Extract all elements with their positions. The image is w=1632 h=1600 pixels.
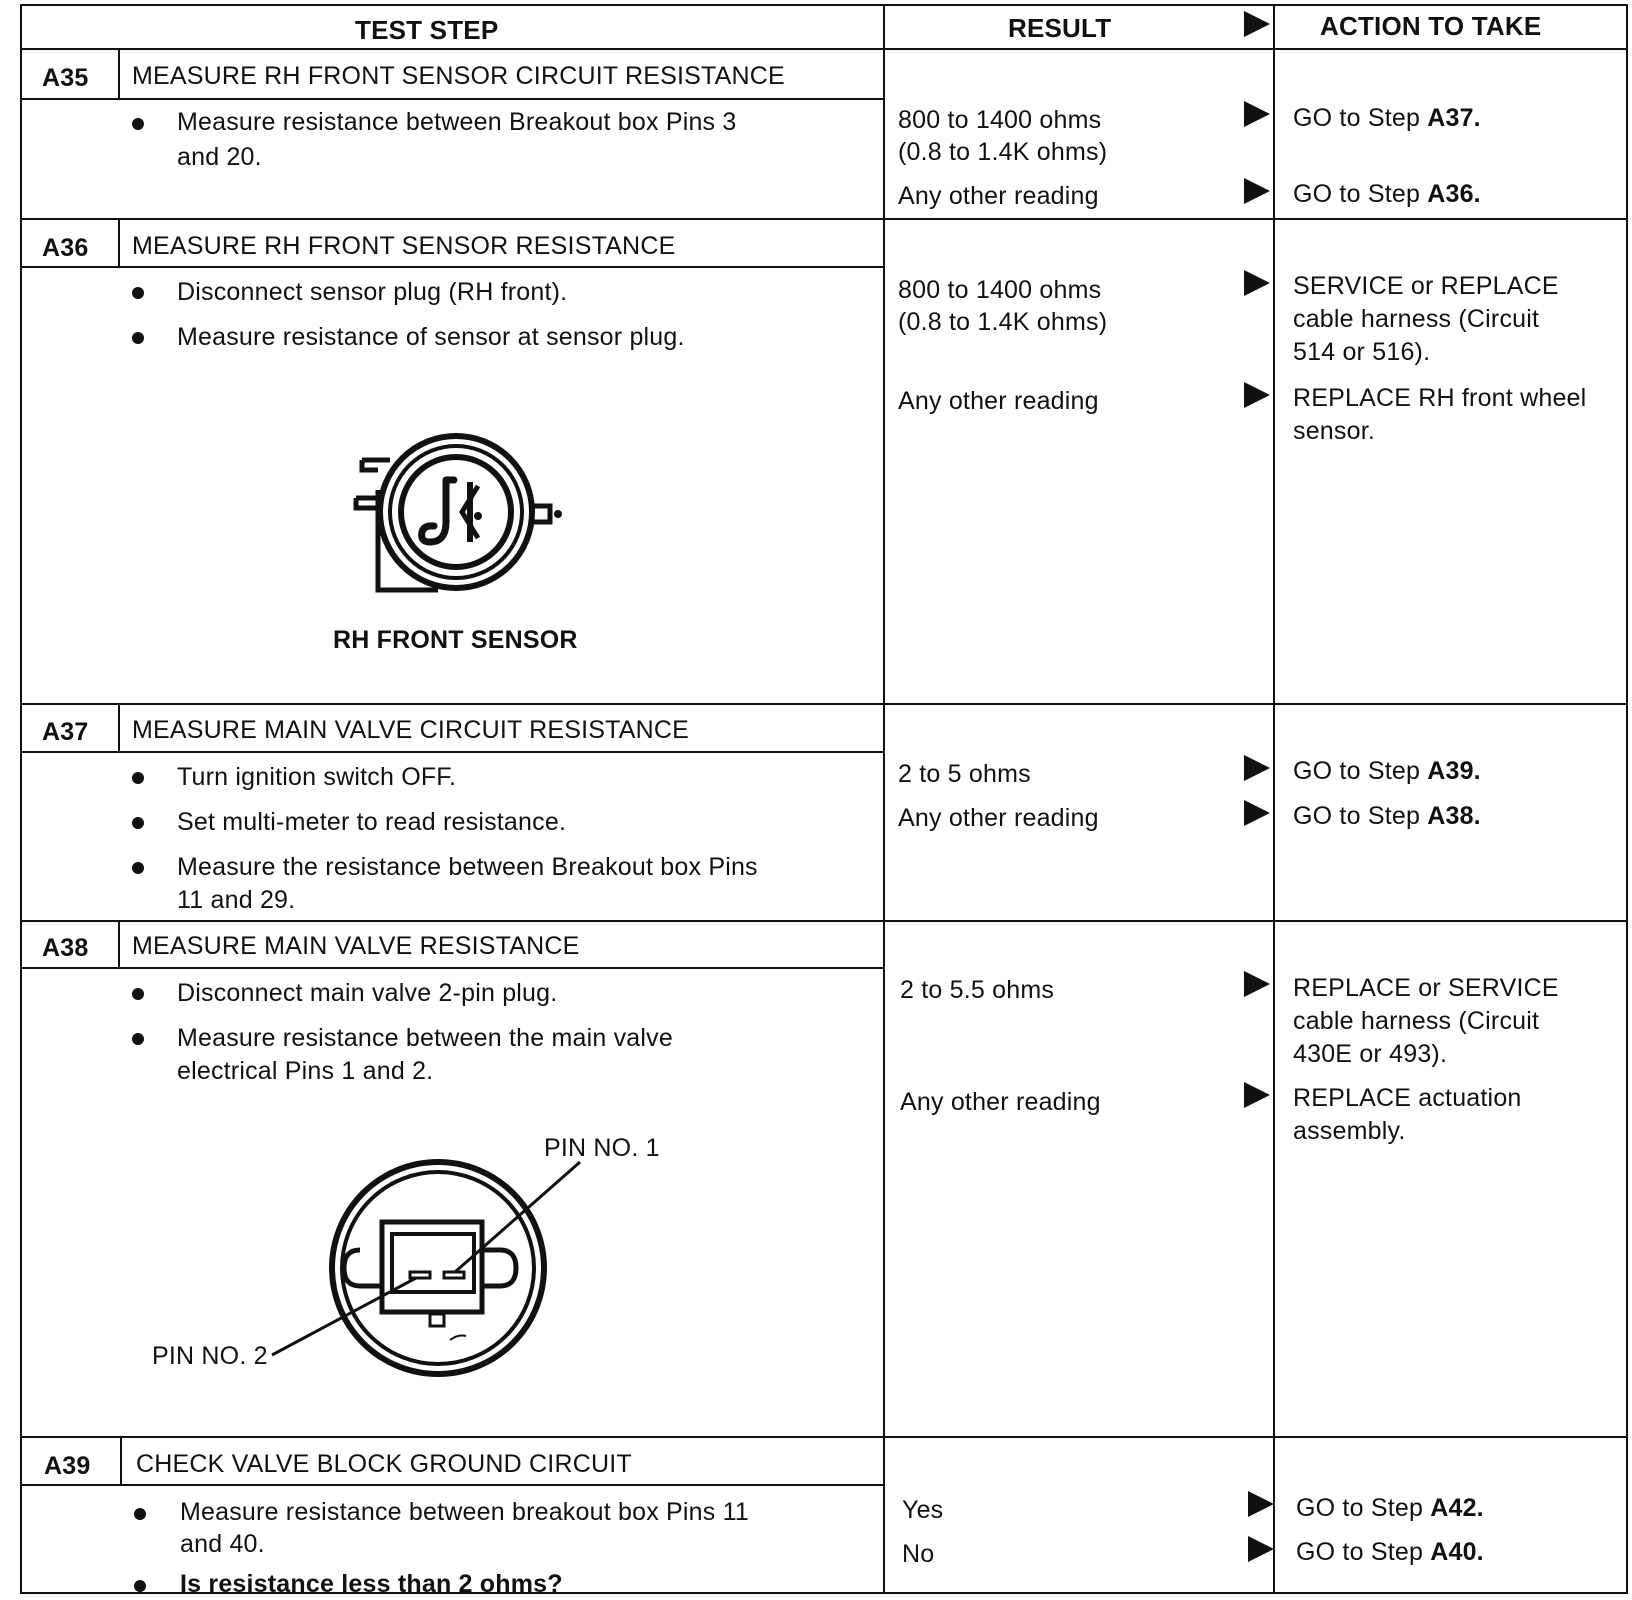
- bullet-text: electrical Pins 1 and 2.: [177, 1057, 434, 1085]
- step-rule: [20, 218, 1628, 220]
- pin-2-label: PIN NO. 2: [152, 1342, 268, 1370]
- header-test-step: TEST STEP: [355, 15, 499, 45]
- figure-caption: RH FRONT SENSOR: [333, 626, 578, 654]
- id-divider: [118, 920, 120, 969]
- step-id: A35: [42, 64, 89, 92]
- result-text: 2 to 5.5 ohms: [900, 976, 1055, 1004]
- result-text: 800 to 1400 ohms: [898, 106, 1102, 134]
- action-text: GO to Step A38.: [1293, 802, 1481, 830]
- id-divider: [120, 1436, 122, 1486]
- action-text: GO to Step A37.: [1293, 104, 1481, 132]
- result-arrow-icon: [1244, 1082, 1270, 1108]
- bullet-text: Disconnect sensor plug (RH front).: [177, 278, 568, 306]
- result-text: No: [902, 1540, 935, 1568]
- step-id: A37: [42, 718, 89, 746]
- header-arrow-icon: [1244, 11, 1270, 37]
- bullet-text: Measure resistance between breakout box Pins 11: [180, 1498, 749, 1526]
- action-text: GO to Step A39.: [1293, 757, 1481, 785]
- bullet-icon: [132, 988, 144, 1000]
- action-text: REPLACE RH front wheel: [1293, 384, 1587, 412]
- action-text: assembly.: [1293, 1117, 1406, 1145]
- step-title: MEASURE RH FRONT SENSOR CIRCUIT RESISTANCE: [132, 62, 785, 90]
- rh-front-sensor-illustration: [350, 430, 570, 600]
- bullet-icon: [132, 332, 144, 344]
- result-arrow-icon: [1244, 755, 1270, 781]
- id-divider: [118, 48, 120, 100]
- bullet-icon: [132, 817, 144, 829]
- result-arrow-icon: [1244, 101, 1270, 127]
- title-rule: [20, 1484, 884, 1486]
- result-text: Any other reading: [898, 804, 1099, 832]
- action-text: 514 or 516).: [1293, 338, 1431, 366]
- result-text: (0.8 to 1.4K ohms): [898, 308, 1108, 336]
- result-arrow-icon: [1248, 1491, 1274, 1517]
- step-title: CHECK VALVE BLOCK GROUND CIRCUIT: [136, 1450, 632, 1478]
- header-result: RESULT: [1008, 13, 1112, 43]
- step-rule: [20, 1436, 1628, 1438]
- bullet-icon: [134, 1508, 146, 1520]
- step-title: MEASURE RH FRONT SENSOR RESISTANCE: [132, 232, 676, 260]
- bullet-text: Measure resistance between the main valve: [177, 1024, 673, 1052]
- divider-action-col: [1273, 4, 1275, 1594]
- result-text: 2 to 5 ohms: [898, 760, 1031, 788]
- title-rule: [20, 98, 884, 100]
- result-text: 800 to 1400 ohms: [898, 276, 1102, 304]
- id-divider: [118, 218, 120, 268]
- bullet-text: and 20.: [177, 143, 262, 171]
- bullet-icon: [134, 1580, 146, 1592]
- action-text: sensor.: [1293, 417, 1376, 445]
- step-title: MEASURE MAIN VALVE RESISTANCE: [132, 932, 580, 960]
- action-text: SERVICE or REPLACE: [1293, 272, 1559, 300]
- bullet-text: Turn ignition switch OFF.: [177, 763, 457, 791]
- action-text: REPLACE actuation: [1293, 1084, 1522, 1112]
- header-rule: [20, 48, 1628, 50]
- bullet-text: and 40.: [180, 1530, 265, 1558]
- id-divider: [118, 703, 120, 753]
- step-title: MEASURE MAIN VALVE CIRCUIT RESISTANCE: [132, 716, 690, 744]
- bullet-icon: [132, 862, 144, 874]
- step-id: A36: [42, 234, 89, 262]
- title-rule: [20, 266, 884, 268]
- result-arrow-icon: [1244, 178, 1270, 204]
- bullet-text: 11 and 29.: [177, 886, 296, 914]
- result-arrow-icon: [1244, 270, 1270, 296]
- step-rule: [20, 703, 1628, 705]
- title-rule: [20, 751, 884, 753]
- bullet-text: Disconnect main valve 2-pin plug.: [177, 979, 558, 1007]
- step-id: A39: [44, 1452, 91, 1480]
- result-text: Any other reading: [898, 387, 1099, 415]
- bullet-text: Measure resistance between Breakout box Pins 3: [177, 108, 737, 136]
- bullet-text: Measure resistance of sensor at sensor plug.: [177, 323, 685, 351]
- result-arrow-icon: [1244, 800, 1270, 826]
- divider-result-col: [883, 4, 885, 1594]
- bullet-question: Is resistance less than 2 ohms?: [180, 1570, 563, 1598]
- result-text: Any other reading: [898, 182, 1099, 210]
- action-text: cable harness (Circuit: [1293, 1007, 1540, 1035]
- bullet-text: Measure the resistance between Breakout box Pins: [177, 853, 758, 881]
- title-rule: [20, 967, 884, 969]
- result-text: Any other reading: [900, 1088, 1101, 1116]
- action-text: 430E or 493).: [1293, 1040, 1448, 1068]
- result-arrow-icon: [1248, 1536, 1274, 1562]
- action-text: GO to Step A42.: [1296, 1494, 1484, 1522]
- action-text: REPLACE or SERVICE: [1293, 974, 1559, 1002]
- result-arrow-icon: [1244, 971, 1270, 997]
- result-text: (0.8 to 1.4K ohms): [898, 138, 1108, 166]
- bullet-text: Set multi-meter to read resistance.: [177, 808, 567, 836]
- step-id: A38: [42, 934, 89, 962]
- bullet-icon: [132, 287, 144, 299]
- pin-1-label: PIN NO. 1: [544, 1134, 660, 1162]
- header-action: ACTION TO TAKE: [1320, 11, 1542, 41]
- action-text: GO to Step A40.: [1296, 1538, 1484, 1566]
- result-text: Yes: [902, 1496, 944, 1524]
- bullet-icon: [132, 772, 144, 784]
- step-rule: [20, 920, 1628, 922]
- result-arrow-icon: [1244, 382, 1270, 408]
- action-text: cable harness (Circuit: [1293, 305, 1540, 333]
- action-text: GO to Step A36.: [1293, 180, 1481, 208]
- bullet-icon: [132, 118, 144, 130]
- bullet-icon: [132, 1033, 144, 1045]
